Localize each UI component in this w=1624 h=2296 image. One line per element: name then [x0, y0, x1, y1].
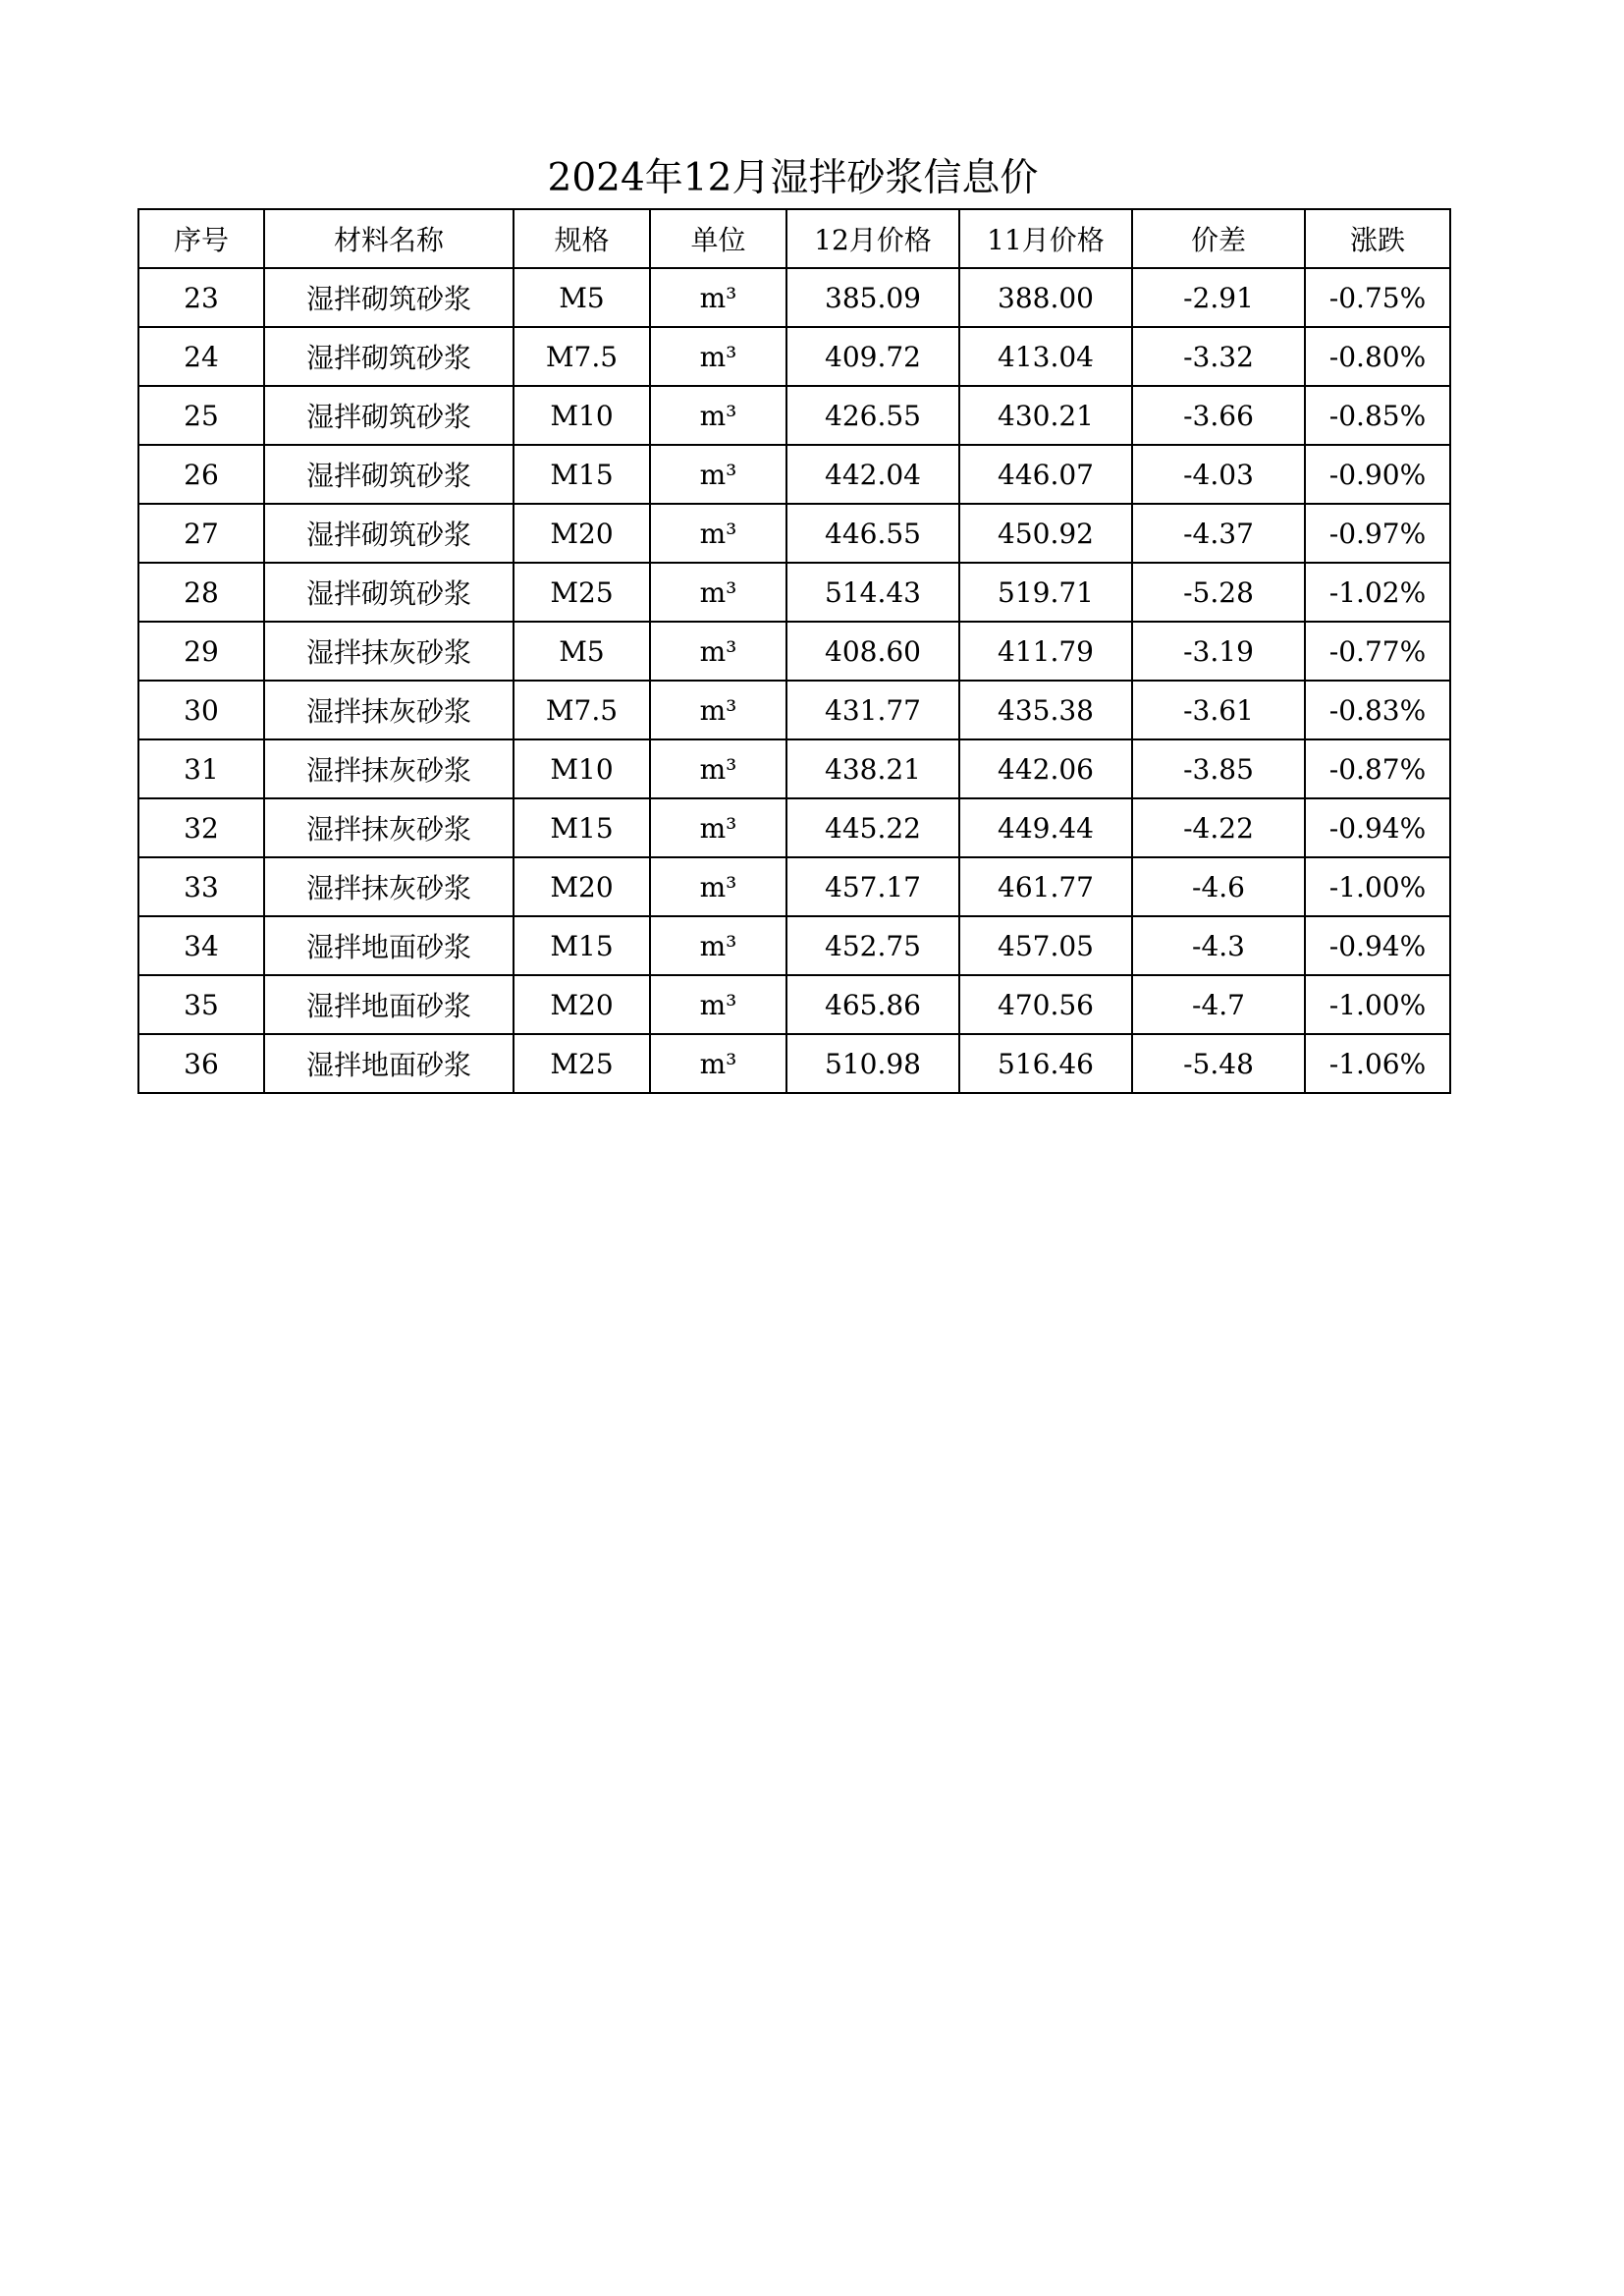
cell-material-name: 湿拌砌筑砂浆: [264, 327, 514, 386]
table-row: [138, 622, 1450, 681]
cell-nov-price: 461.77: [959, 857, 1132, 916]
cell-material-name: 湿拌地面砂浆: [264, 1034, 514, 1093]
cell-index: 34: [138, 916, 264, 975]
cell-dec-price: 426.55: [786, 386, 959, 445]
header-cell-nov-price: 11月价格: [959, 209, 1132, 268]
table-row: [138, 1034, 1450, 1093]
cell-change-pct: -0.85%: [1305, 386, 1450, 445]
cell-nov-price: 413.04: [959, 327, 1132, 386]
cell-dec-price: 445.22: [786, 798, 959, 857]
cell-unit: m³: [650, 1034, 786, 1093]
cell-dec-price: 409.72: [786, 327, 959, 386]
cell-unit: m³: [650, 622, 786, 681]
table-row: [138, 916, 1450, 975]
cell-index: 24: [138, 327, 264, 386]
cell-change-pct: -0.94%: [1305, 916, 1450, 975]
cell-unit: m³: [650, 445, 786, 504]
cell-nov-price: 449.44: [959, 798, 1132, 857]
cell-price-diff: -3.66: [1132, 386, 1305, 445]
header-cell-index: 序号: [138, 209, 264, 268]
cell-spec: M10: [514, 386, 650, 445]
cell-change-pct: -0.80%: [1305, 327, 1450, 386]
cell-price-diff: -3.85: [1132, 739, 1305, 798]
cell-material-name: 湿拌地面砂浆: [264, 975, 514, 1034]
table-row: [138, 504, 1450, 563]
cell-index: 32: [138, 798, 264, 857]
cell-change-pct: -0.94%: [1305, 798, 1450, 857]
header-row: [138, 209, 1450, 268]
header-cell-change-pct: 涨跌: [1305, 209, 1450, 268]
cell-spec: M15: [514, 445, 650, 504]
cell-index: 33: [138, 857, 264, 916]
cell-price-diff: -3.61: [1132, 681, 1305, 739]
cell-unit: m³: [650, 916, 786, 975]
table-row: [138, 739, 1450, 798]
table-row: [138, 857, 1450, 916]
cell-change-pct: -1.02%: [1305, 563, 1450, 622]
cell-dec-price: 510.98: [786, 1034, 959, 1093]
table-row: [138, 975, 1450, 1034]
price-table: [137, 208, 1451, 1094]
table-row: [138, 798, 1450, 857]
cell-material-name: 湿拌抹灰砂浆: [264, 739, 514, 798]
cell-nov-price: 430.21: [959, 386, 1132, 445]
cell-change-pct: -0.87%: [1305, 739, 1450, 798]
table-row: [138, 327, 1450, 386]
cell-nov-price: 411.79: [959, 622, 1132, 681]
cell-spec: M10: [514, 739, 650, 798]
table-row: [138, 268, 1450, 327]
cell-material-name: 湿拌抹灰砂浆: [264, 798, 514, 857]
table-body: [138, 268, 1450, 1093]
cell-index: 30: [138, 681, 264, 739]
cell-change-pct: -0.90%: [1305, 445, 1450, 504]
cell-index: 27: [138, 504, 264, 563]
cell-material-name: 湿拌砌筑砂浆: [264, 386, 514, 445]
cell-nov-price: 516.46: [959, 1034, 1132, 1093]
cell-index: 25: [138, 386, 264, 445]
header-cell-material-name: 材料名称: [264, 209, 514, 268]
cell-unit: m³: [650, 563, 786, 622]
cell-price-diff: -5.28: [1132, 563, 1305, 622]
cell-nov-price: 519.71: [959, 563, 1132, 622]
table-row: [138, 445, 1450, 504]
cell-dec-price: 457.17: [786, 857, 959, 916]
cell-spec: M20: [514, 857, 650, 916]
cell-change-pct: -1.00%: [1305, 975, 1450, 1034]
header-cell-unit: 单位: [650, 209, 786, 268]
header-cell-spec: 规格: [514, 209, 650, 268]
cell-dec-price: 514.43: [786, 563, 959, 622]
cell-price-diff: -2.91: [1132, 268, 1305, 327]
cell-change-pct: -1.06%: [1305, 1034, 1450, 1093]
cell-dec-price: 446.55: [786, 504, 959, 563]
cell-unit: m³: [650, 798, 786, 857]
cell-change-pct: -0.77%: [1305, 622, 1450, 681]
cell-spec: M5: [514, 622, 650, 681]
cell-price-diff: -5.48: [1132, 1034, 1305, 1093]
cell-dec-price: 442.04: [786, 445, 959, 504]
table-header: [138, 209, 1450, 268]
cell-dec-price: 431.77: [786, 681, 959, 739]
cell-spec: M25: [514, 1034, 650, 1093]
cell-change-pct: -0.75%: [1305, 268, 1450, 327]
cell-spec: M15: [514, 916, 650, 975]
cell-index: 36: [138, 1034, 264, 1093]
cell-index: 31: [138, 739, 264, 798]
cell-unit: m³: [650, 504, 786, 563]
cell-unit: m³: [650, 681, 786, 739]
cell-change-pct: -1.00%: [1305, 857, 1450, 916]
cell-nov-price: 446.07: [959, 445, 1132, 504]
cell-price-diff: -3.19: [1132, 622, 1305, 681]
cell-material-name: 湿拌砌筑砂浆: [264, 563, 514, 622]
cell-index: 28: [138, 563, 264, 622]
cell-change-pct: -0.83%: [1305, 681, 1450, 739]
cell-price-diff: -4.3: [1132, 916, 1305, 975]
cell-nov-price: 442.06: [959, 739, 1132, 798]
cell-nov-price: 435.38: [959, 681, 1132, 739]
cell-change-pct: -0.97%: [1305, 504, 1450, 563]
cell-index: 26: [138, 445, 264, 504]
cell-dec-price: 438.21: [786, 739, 959, 798]
cell-nov-price: 470.56: [959, 975, 1132, 1034]
cell-price-diff: -4.37: [1132, 504, 1305, 563]
cell-material-name: 湿拌砌筑砂浆: [264, 504, 514, 563]
cell-dec-price: 465.86: [786, 975, 959, 1034]
cell-material-name: 湿拌地面砂浆: [264, 916, 514, 975]
cell-nov-price: 450.92: [959, 504, 1132, 563]
cell-spec: M25: [514, 563, 650, 622]
cell-dec-price: 385.09: [786, 268, 959, 327]
cell-material-name: 湿拌砌筑砂浆: [264, 268, 514, 327]
cell-unit: m³: [650, 268, 786, 327]
cell-spec: M5: [514, 268, 650, 327]
cell-index: 23: [138, 268, 264, 327]
table-row: [138, 563, 1450, 622]
table-row: [138, 681, 1450, 739]
table-row: [138, 386, 1450, 445]
cell-index: 29: [138, 622, 264, 681]
cell-price-diff: -4.7: [1132, 975, 1305, 1034]
cell-dec-price: 452.75: [786, 916, 959, 975]
cell-unit: m³: [650, 386, 786, 445]
cell-nov-price: 388.00: [959, 268, 1132, 327]
cell-dec-price: 408.60: [786, 622, 959, 681]
cell-spec: M20: [514, 975, 650, 1034]
cell-material-name: 湿拌抹灰砂浆: [264, 681, 514, 739]
cell-material-name: 湿拌抹灰砂浆: [264, 622, 514, 681]
cell-unit: m³: [650, 327, 786, 386]
page-title: 2024年12月湿拌砂浆信息价: [547, 156, 1039, 200]
cell-unit: m³: [650, 975, 786, 1034]
cell-material-name: 湿拌抹灰砂浆: [264, 857, 514, 916]
header-cell-price-diff: 价差: [1132, 209, 1305, 268]
cell-price-diff: -4.6: [1132, 857, 1305, 916]
cell-price-diff: -3.32: [1132, 327, 1305, 386]
cell-unit: m³: [650, 739, 786, 798]
cell-material-name: 湿拌砌筑砂浆: [264, 445, 514, 504]
cell-spec: M7.5: [514, 327, 650, 386]
cell-spec: M7.5: [514, 681, 650, 739]
cell-index: 35: [138, 975, 264, 1034]
header-cell-dec-price: 12月价格: [786, 209, 959, 268]
cell-price-diff: -4.03: [1132, 445, 1305, 504]
cell-price-diff: -4.22: [1132, 798, 1305, 857]
cell-spec: M20: [514, 504, 650, 563]
cell-spec: M15: [514, 798, 650, 857]
cell-unit: m³: [650, 857, 786, 916]
cell-nov-price: 457.05: [959, 916, 1132, 975]
